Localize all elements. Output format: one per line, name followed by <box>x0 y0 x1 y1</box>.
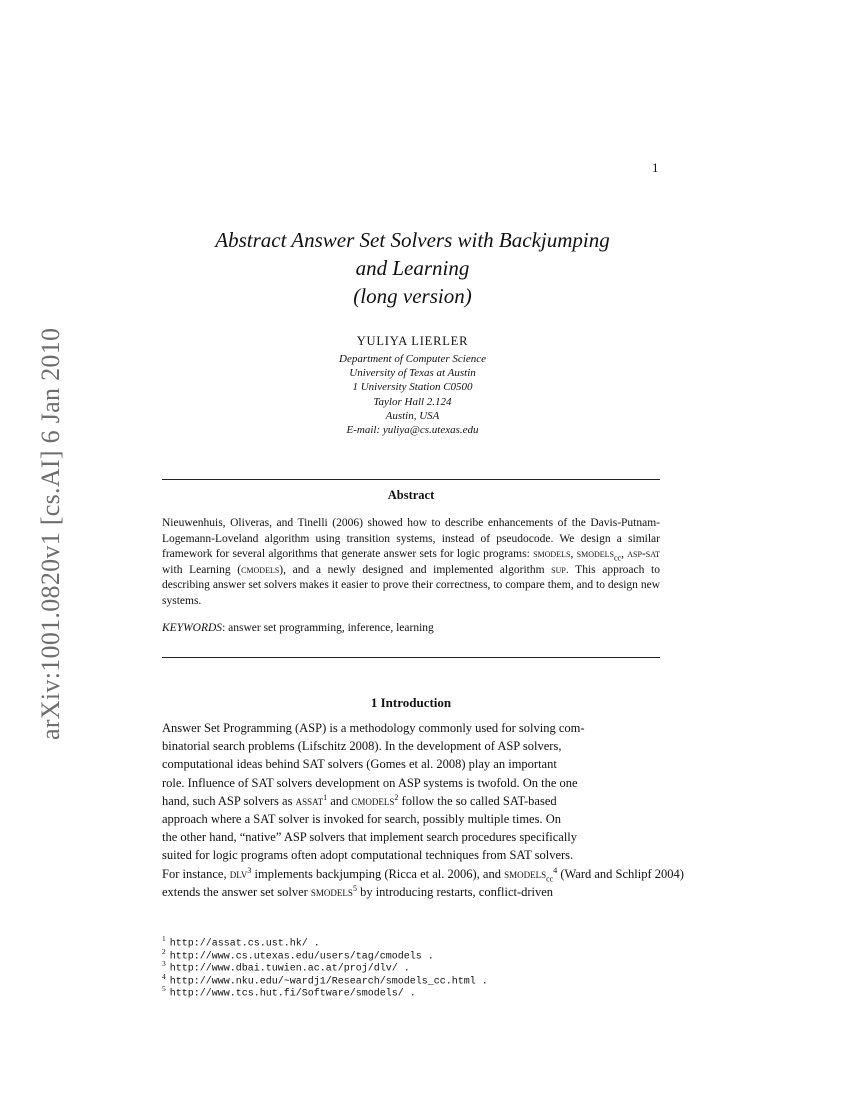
arxiv-identifier-stamp: arXiv:1001.0820v1 [cs.AI] 6 Jan 2010 <box>36 327 65 740</box>
text-part: (Ward and Schlipf 2004) <box>557 866 684 881</box>
section-heading-introduction: 1 Introduction <box>370 695 452 710</box>
system-name-asp-sat: asp-sat <box>627 548 660 560</box>
paragraph-line: Answer Set Programming (ASP) is a methodology commonly used for solving com- <box>162 721 585 735</box>
system-name-smodels: smodels <box>310 884 353 899</box>
keywords-label: KEYWORDS <box>162 622 223 634</box>
keywords-list: : answer set programming, inference, learning <box>222 622 434 634</box>
footnotes <box>162 933 762 1000</box>
footnote-url: http://assat.cs.ust.hk/ . <box>169 938 320 950</box>
abstract-text-part: , <box>570 548 577 560</box>
text-part: by introducing restarts, conflict-driven <box>356 884 554 899</box>
footnote-mark: 2 <box>162 946 166 956</box>
footnote-url: http://www.tcs.hut.fi/Software/smodels/ . <box>169 988 416 1000</box>
paragraph-line <box>162 883 660 901</box>
text-part: For instance, <box>162 866 230 881</box>
paragraph-line: suited for logic programs often adopt computational techniques from SAT solvers. <box>162 848 574 863</box>
system-name-smodels-cc: smodels <box>576 548 614 560</box>
author-name: YULIYA LIERLER <box>356 334 469 348</box>
abstract-text-part: Nieuwenhuis, Oliveras, and Tinelli (2006) showed how to describe enhancements of the Davis-Putnam-Logemann-Loveland algorithm using transition systems, instead of pseudocode. We design a similar framework for several algorithms that generate answer sets for logic programs: <box>162 517 660 560</box>
paper-title <box>150 226 675 310</box>
footnote-mark: 5 <box>162 984 166 994</box>
footnote-item <box>162 971 762 988</box>
abstract-text-part: with Learning ( <box>162 563 242 576</box>
keywords-line <box>162 622 660 634</box>
footnote-ref: 2 <box>394 792 399 802</box>
footnote-ref: 3 <box>247 865 252 875</box>
page-number: 1 <box>652 160 659 175</box>
paragraph-line: binatorial search problems (Lifschitz 2008). In the development of ASP solvers, <box>162 739 562 754</box>
footnote-ref: 1 <box>323 792 328 802</box>
footnote-url: http://www.cs.utexas.edu/users/tag/cmodels . <box>169 950 434 962</box>
abstract-text-part: ), and a newly designed and implemented algorithm <box>279 563 552 576</box>
paragraph-line <box>162 792 660 810</box>
title-line: (long version) <box>353 284 472 308</box>
footnote-ref: 4 <box>553 865 558 875</box>
system-name-cmodels: cmodels <box>241 563 280 576</box>
system-name-smodels-cc: smodels <box>504 866 547 881</box>
footnote-url: http://www.nku.edu/~wardj1/Research/smodels_cc.html . <box>169 976 488 988</box>
affiliation-station: 1 University Station C0500 <box>352 381 473 394</box>
text-part: extends the answer set solver <box>162 884 311 899</box>
footnote-ref: 5 <box>352 883 357 893</box>
footnote-url: http://www.dbai.tuwien.ac.at/proj/dlv/ . <box>169 963 410 975</box>
abstract-top-rule <box>162 479 660 480</box>
system-name-sup: sup <box>551 563 566 576</box>
text-part: and <box>327 793 352 808</box>
paragraph-line: role. Influence of SAT solvers development on ASP systems is twofold. On the one <box>162 775 578 790</box>
footnote-item <box>162 933 762 950</box>
system-name-dlv: dlv <box>229 866 248 881</box>
title-line: Abstract Answer Set Solvers with Backjumping <box>215 228 610 252</box>
abstract-text-part: , <box>621 548 628 560</box>
affiliation-department: Department of Computer Science <box>339 353 486 365</box>
affiliation-building: Taylor Hall 2.124 <box>373 395 452 408</box>
abstract-heading: Abstract <box>387 488 435 502</box>
text-part: hand, such ASP solvers as <box>162 793 296 808</box>
cc-subscript: cc <box>613 553 622 563</box>
affiliation-university: University of Texas at Austin <box>349 367 476 380</box>
paragraph-line: approach where a SAT solver is invoked for search, possibly multiple times. On <box>162 811 561 826</box>
abstract-bottom-rule <box>162 657 660 658</box>
author-email: E-mail: yuliya@cs.utexas.edu <box>346 423 479 436</box>
title-line: and Learning <box>355 256 470 280</box>
introduction-paragraph <box>162 719 684 901</box>
author-affiliation <box>150 352 675 437</box>
text-part: implements backjumping (Ricca et al. 2006), and <box>251 866 505 881</box>
system-name-assat: assat <box>295 793 324 808</box>
abstract-text-part: . This approach to describing answer set solvers makes it easier to prove their correctness, to compare them, and to design new systems. <box>162 563 660 607</box>
paragraph-line: computational ideas behind SAT solvers (Gomes et al. 2008) play an important <box>162 757 557 772</box>
footnote-item <box>162 958 762 975</box>
system-name-smodels: smodels <box>533 548 571 560</box>
affiliation-location: Austin, USA <box>385 409 440 422</box>
abstract-text <box>162 516 660 609</box>
cc-subscript: cc <box>546 874 554 883</box>
paragraph-line: the other hand, “native” ASP solvers that implement search procedures specifically <box>162 830 578 845</box>
system-name-cmodels: cmodels <box>351 793 395 808</box>
text-part: follow the so called SAT-based <box>398 793 557 808</box>
footnote-mark: 1 <box>162 934 166 943</box>
footnote-item <box>162 946 762 962</box>
footnote-mark: 3 <box>162 959 166 969</box>
footnote-mark: 4 <box>162 971 166 981</box>
paragraph-line <box>162 865 684 883</box>
